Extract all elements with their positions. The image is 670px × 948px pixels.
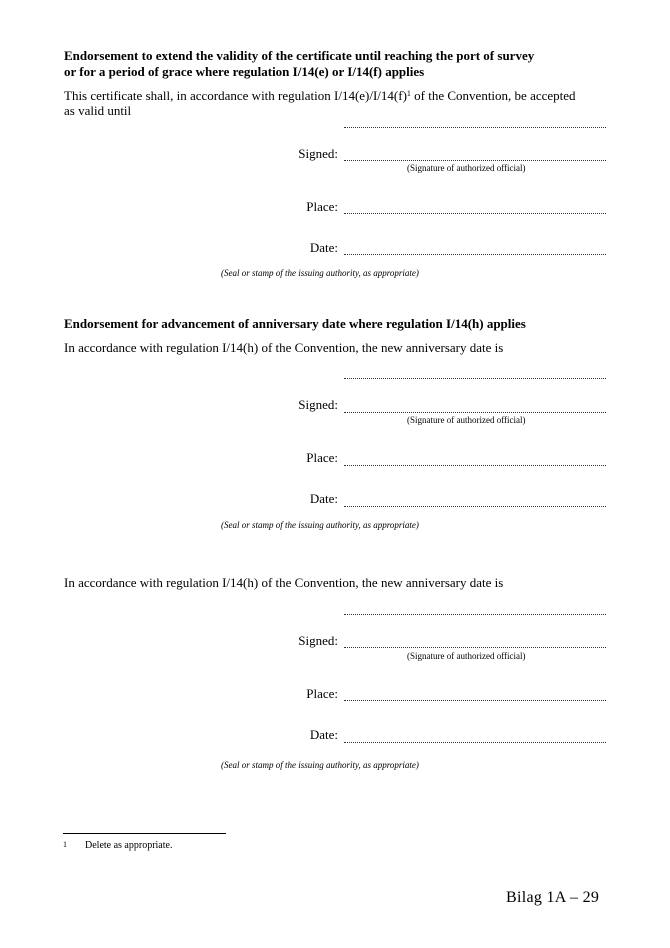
section1-heading-line1: Endorsement to extend the validity of the certificate until reaching the port of survey — [64, 48, 535, 63]
date-label-1: Date: — [309, 240, 338, 255]
footnote-text: Delete as appropriate. — [85, 840, 173, 851]
date-label-3: Date: — [309, 727, 338, 742]
place-label-3: Place: — [306, 686, 338, 701]
section2-paragraph: In accordance with regulation I/14(h) of the Convention, the new anniversary date is — [64, 340, 504, 355]
place-label-1: Place: — [306, 199, 338, 214]
date-field-2[interactable] — [344, 506, 606, 507]
section1-para-part1: This certificate shall, in accordance with regulation I/14(e)/I/14(f) — [64, 88, 407, 103]
section1-heading-line2: or for a period of grace where regulation I/14(e) or I/14(f) applies — [64, 64, 425, 79]
anniversary-date-field-1[interactable] — [344, 378, 606, 379]
signed-label-1: Signed: — [298, 146, 338, 161]
signature-caption-3: (Signature of authorized official) — [407, 651, 526, 661]
signed-label-2: Signed: — [298, 397, 338, 412]
seal-note-2: (Seal or stamp of the issuing authority, as appropriate) — [221, 520, 419, 530]
date-field-1[interactable] — [344, 254, 606, 255]
place-field-1[interactable] — [344, 213, 606, 214]
section1-heading — [64, 48, 534, 80]
signature-field-1[interactable] — [344, 160, 606, 161]
place-field-3[interactable] — [344, 700, 606, 701]
signature-field-2[interactable] — [344, 412, 606, 413]
page-footer: Bilag 1A – 29 — [506, 889, 600, 906]
signature-caption-1: (Signature of authorized official) — [407, 163, 526, 173]
place-field-2[interactable] — [344, 465, 606, 466]
section1-para-line2: as valid until — [64, 103, 132, 118]
place-label-2: Place: — [306, 450, 338, 465]
footnote-number: 1 — [63, 840, 67, 849]
footnote — [63, 840, 172, 851]
section1-paragraph — [64, 88, 609, 118]
footnote-rule — [63, 833, 226, 834]
signature-field-3[interactable] — [344, 647, 606, 648]
section2-heading: Endorsement for advancement of anniversary date where regulation I/14(h) applies — [64, 316, 526, 331]
seal-note-3: (Seal or stamp of the issuing authority, as appropriate) — [221, 760, 419, 770]
section1-para-part2: of the Convention, be accepted — [410, 88, 576, 103]
valid-until-field[interactable] — [344, 127, 606, 128]
signed-label-3: Signed: — [298, 633, 338, 648]
date-field-3[interactable] — [344, 742, 606, 743]
anniversary-date-field-2[interactable] — [344, 614, 606, 615]
date-label-2: Date: — [309, 491, 338, 506]
signature-caption-2: (Signature of authorized official) — [407, 415, 526, 425]
footnote-ref: 1 — [406, 89, 411, 98]
seal-note-1: (Seal or stamp of the issuing authority, as appropriate) — [221, 268, 419, 278]
section3-paragraph: In accordance with regulation I/14(h) of the Convention, the new anniversary date is — [64, 575, 504, 590]
